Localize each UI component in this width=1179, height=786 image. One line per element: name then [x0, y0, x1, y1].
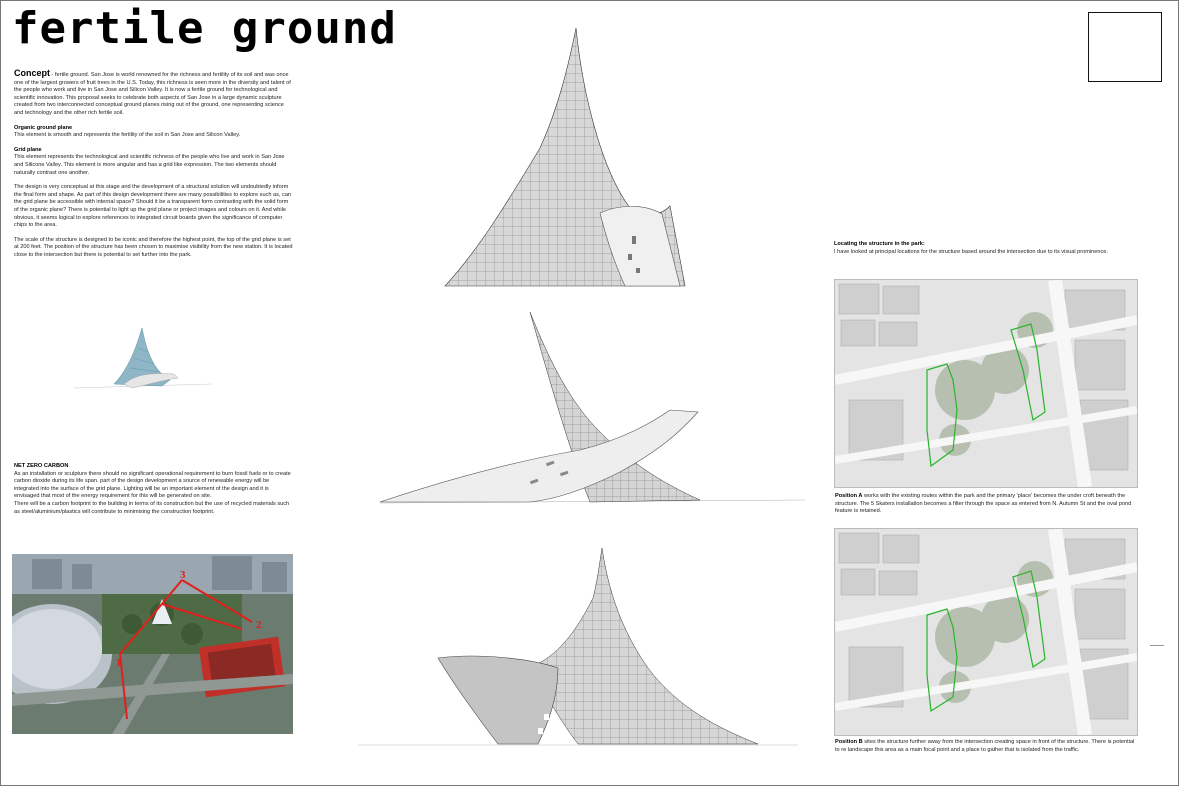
net-zero-text: As an installation or sculpture there should no significant operational requirement to burn fossil fuels or to create carbon dioxide during its life span. part of the design development a source of renewable energy will be integrated into the surface of the grid plane. Lighting will be an important element of the design and it is envisaged that most of the energy requirement for this will be generated on site. There will be a carbon footprint to the building in terms of its construction but the use of recycled materials such as steel/aluminium/plastics will contribute to minimising the construction footprint. [14, 470, 291, 515]
margin-line [1150, 645, 1164, 646]
position-b-label: Position B [835, 739, 863, 745]
location-section [834, 241, 1154, 256]
page-title: fertile ground [12, 3, 397, 54]
net-zero-heading: NET ZERO CARBON [14, 463, 69, 469]
small-sculpture-render [74, 318, 212, 402]
photo-marker-1: 1 [116, 657, 122, 669]
sculpture-render-side [380, 312, 805, 510]
photo-marker-3: 3 [180, 569, 186, 581]
design-text: The design is very conceptual at this stage and the development of a structural solution will undoubtedly inform the final form and shape. As part of this design development there are many possibilities to explore such as, can the grid plane be accessible with internal space? Should it be a transparent form contrasting with the solid form of the organic plane? There is potential to light up the grid plane or project images and colours on it. And while obvious, it seems logical to explore references to integrated circuit boards given the significance of computer chips to the area. [14, 184, 292, 229]
grid-heading: Grid plane [14, 146, 42, 153]
aerial-site-photo [12, 554, 293, 734]
concept-keyword: Concept [14, 68, 50, 78]
organic-text: This element is smooth and represents the fertility of the soil in San Jose and Silicon Valley. [14, 132, 241, 139]
sculpture-render-rear [358, 548, 798, 746]
position-a-caption [835, 493, 1140, 516]
photo-marker-2: 2 [256, 619, 262, 631]
scale-text: The scale of the structure is designed to be iconic and therefore the highest point, the top of the grid plane is set at 200 feet. The position of the structure has been chosen to maximise visibility from the new station. It is located close to the intersection but there is potential to set further into the park. [14, 236, 293, 258]
location-text: I have looked at principal locations for the structure based around the intersection due to its visual prominence. [834, 248, 1108, 255]
position-a-text: works with the existing routes within the park and the primary 'place' becomes the under croft beneath the structure. The 5 Skaters installation becomes a filter through the space as entered from N. Autumn St and the oval pond feature is retained. [835, 493, 1132, 515]
position-a-label: Position A [835, 493, 863, 499]
location-heading: Locating the structure in the park: [834, 241, 925, 247]
position-b-text: sites the structure further away from the intersection creating space in front of the structure. There is potential to re landscape this area as a main focal point and a place to gather that is isolated from the traffic. [835, 739, 1135, 753]
logo-placeholder-box [1088, 12, 1162, 82]
concept-text: - fertile ground. San Jose is world renowned for the richness and fertility of its soil and was once one of the largest growers of fruit trees in the U.S. Today, this richness is seen more in the diversity and talent of the people who work and live in San Jose and Silicon Valley. It is now a fertile ground for technological and scientific innovation. This proposal seeks to celebrate both aspects of San Jose in a large dynamic sculpture created from two interconnected conceptual ground planes rising out of the ground, one representing science and technology and the other rich fertile soil. [14, 72, 291, 116]
position-b-caption [835, 739, 1140, 754]
organic-heading: Organic ground plane [14, 124, 73, 131]
sculpture-render-front [440, 28, 710, 288]
concept-section [14, 70, 294, 266]
grid-text: This element represents the technological and scientific richness of the people who live and work in San Jose and Silicone Valley. This element is more angular and has a grid like expression. The two elements should naturally contrast one another. [14, 154, 285, 176]
site-map-position-b [834, 528, 1138, 736]
net-zero-section [14, 463, 294, 516]
site-map-position-a [834, 279, 1138, 488]
